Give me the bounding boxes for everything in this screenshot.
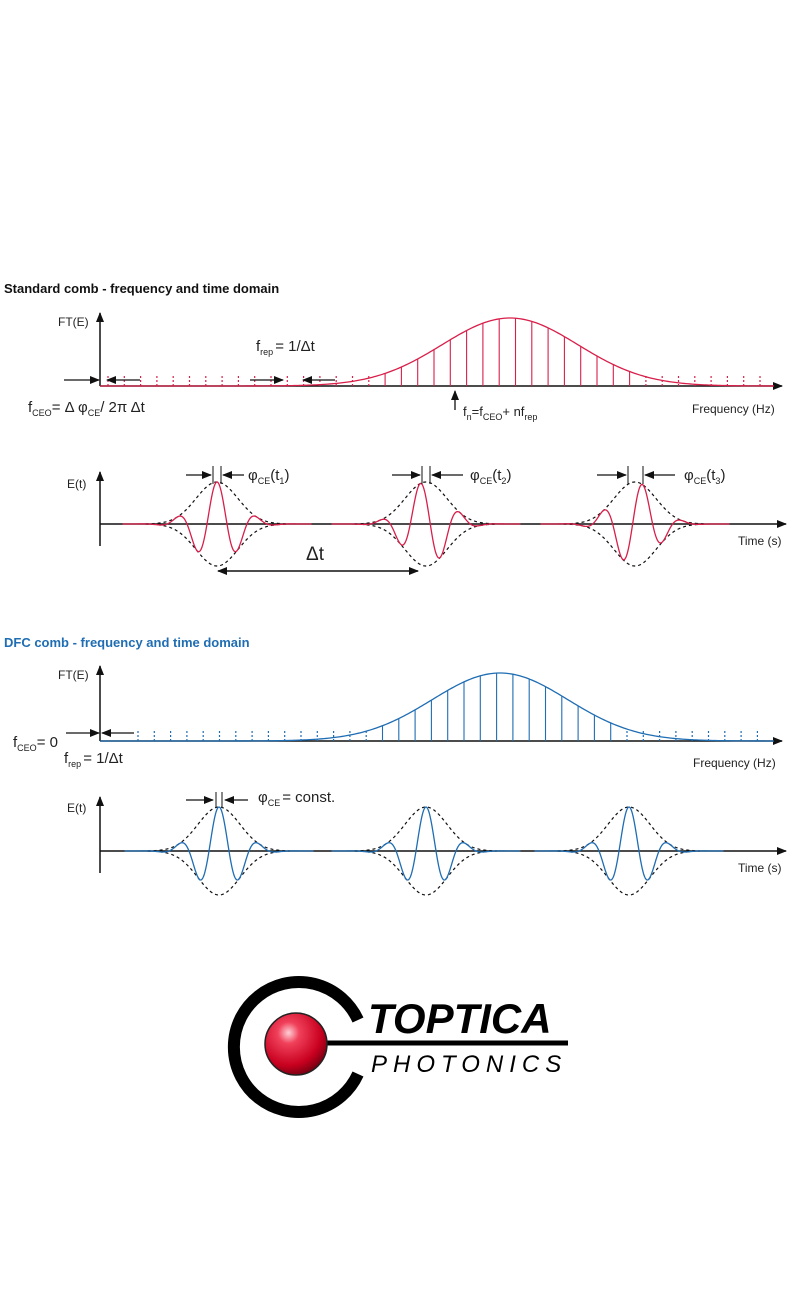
pulse-carrier-wave xyxy=(125,807,314,880)
dfc-time-axis-label: Time (s) xyxy=(738,861,782,875)
dfc-frequency-plot xyxy=(13,666,782,770)
pulse-carrier-wave xyxy=(123,482,312,552)
pulse-envelope-lower xyxy=(355,851,497,895)
logo-name: TOPTICA xyxy=(368,995,552,1042)
dfc-phase-label: $\varphi_{CE}$ = const. xyxy=(258,789,336,808)
pulse-envelope-lower xyxy=(146,524,288,566)
pulse-envelope-upper xyxy=(146,482,288,524)
standard-phase-marker-1 xyxy=(186,466,244,484)
pulse-envelope-upper xyxy=(564,482,706,524)
dfc-comb-lines xyxy=(138,673,757,741)
dfc-fceo-label: $f_{CEO}= 0$ xyxy=(13,734,58,753)
standard-phase-marker-3 xyxy=(597,466,675,484)
dfc-frequency-axis-label: Frequency (Hz) xyxy=(693,756,776,770)
pulse-envelope-upper xyxy=(558,807,700,851)
pulse-envelope-upper xyxy=(355,807,497,851)
dfc-frep-label: $f_{rep} = 1/\Delta t$ xyxy=(64,750,123,769)
standard-dt-label: Δt xyxy=(306,544,324,565)
standard-spectral-envelope xyxy=(100,318,774,386)
dfc-spectral-envelope xyxy=(100,673,774,741)
dfc-time-plot xyxy=(67,789,786,895)
pulse-envelope-upper xyxy=(355,482,497,524)
standard-comb-lines xyxy=(108,318,760,386)
standard-phase-label-1: $\varphi_{CE}(t_1)$ xyxy=(248,467,290,486)
standard-phase-label-3: $\varphi_{CE}(t_3)$ xyxy=(684,467,726,486)
standard-et-label: E(t) xyxy=(67,477,87,491)
standard-frequency-axis-label: Frequency (Hz) xyxy=(692,402,775,416)
dfc-ft-label: FT(E) xyxy=(58,668,89,682)
pulse-envelope-lower xyxy=(558,851,700,895)
dfc-comb-section xyxy=(4,635,786,895)
pulse-envelope-upper xyxy=(148,807,290,851)
standard-time-axis-label: Time (s) xyxy=(738,534,782,548)
standard-ft-label: FT(E) xyxy=(58,315,89,329)
toptica-logo xyxy=(234,982,568,1112)
standard-time-plot xyxy=(67,466,786,571)
pulse-envelope-lower xyxy=(564,524,706,566)
standard-frep-label: $f_{rep} = 1/\Delta t$ xyxy=(256,338,315,357)
standard-frequency-plot xyxy=(28,313,782,422)
pulse-carrier-wave xyxy=(332,807,521,880)
standard-fn-label: $f_n=f_{CEO}+ nf_{rep}$ xyxy=(463,404,538,422)
logo-tagline: PHOTONICS xyxy=(371,1051,568,1078)
standard-phase-label-2: $\varphi_{CE}(t_2)$ xyxy=(470,467,512,486)
dfc-phase-marker xyxy=(186,792,248,808)
dfc-comb-heading: DFC comb - frequency and time domain xyxy=(4,635,250,650)
pulse-carrier-wave xyxy=(535,807,724,880)
standard-fceo-label: $f_{CEO}= \Delta$ $\varphi_{CE}/$ 2π Δt xyxy=(28,399,145,418)
standard-comb-heading: Standard comb - frequency and time domain xyxy=(4,281,280,296)
logo-red-ball xyxy=(265,1013,327,1075)
standard-comb-section xyxy=(4,281,786,571)
pulse-envelope-lower xyxy=(355,524,497,566)
dfc-et-label: E(t) xyxy=(67,801,87,815)
pulse-carrier-wave xyxy=(541,484,730,559)
pulse-carrier-wave xyxy=(332,483,521,558)
pulse-envelope-lower xyxy=(148,851,290,895)
standard-phase-marker-2 xyxy=(392,466,463,484)
